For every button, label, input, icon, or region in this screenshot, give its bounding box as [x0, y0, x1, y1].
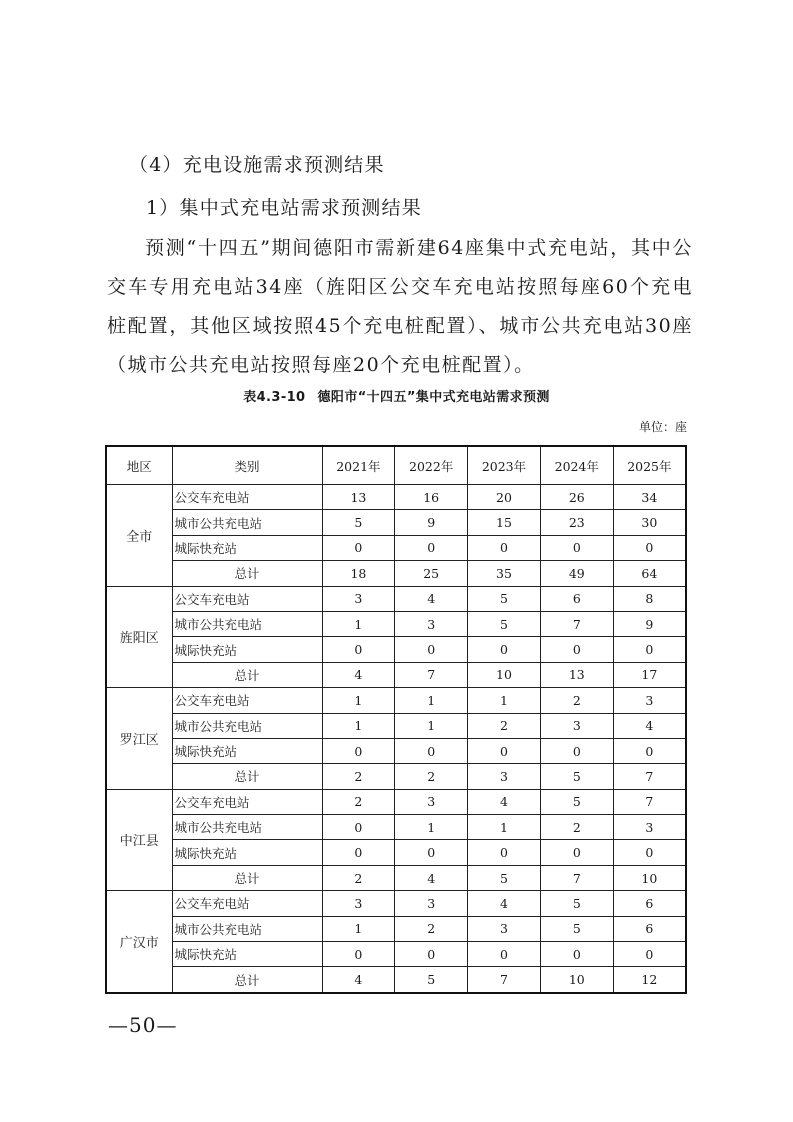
subsection-heading: 1）集中式充电站需求预测结果	[146, 197, 422, 219]
table-caption-title: 德阳市“十四五”集中式充电站需求预测	[317, 390, 550, 405]
table-row	[106, 942, 686, 967]
category-cell: 城市公共充电站	[172, 713, 322, 738]
value-cell: 35	[468, 561, 541, 586]
value-cell: 0	[395, 637, 468, 662]
value-cell: 5	[468, 611, 541, 636]
value-cell: 0	[468, 535, 541, 560]
category-cell: 城际快充站	[172, 738, 322, 763]
value-cell: 26	[540, 485, 613, 510]
value-cell: 7	[613, 764, 686, 789]
value-cell: 1	[322, 713, 395, 738]
section-heading: （4）充电设施需求预测结果	[129, 154, 385, 176]
category-cell: 总计	[172, 967, 322, 993]
value-cell: 2	[540, 688, 613, 713]
value-cell: 7	[395, 662, 468, 687]
demand-forecast-table	[105, 445, 687, 994]
value-cell: 13	[322, 485, 395, 510]
category-cell: 公交车充电站	[172, 688, 322, 713]
value-cell: 5	[468, 865, 541, 890]
value-cell: 23	[540, 510, 613, 535]
value-cell: 3	[395, 611, 468, 636]
value-cell: 1	[322, 611, 395, 636]
value-cell: 9	[395, 510, 468, 535]
header-year-2023: 2023年	[468, 446, 541, 485]
table-body	[106, 485, 686, 993]
value-cell: 34	[613, 485, 686, 510]
value-cell: 2	[322, 764, 395, 789]
table-row	[106, 916, 686, 941]
value-cell: 4	[322, 967, 395, 993]
value-cell: 25	[395, 561, 468, 586]
value-cell: 0	[395, 535, 468, 560]
value-cell: 7	[613, 789, 686, 814]
value-cell: 3	[322, 586, 395, 611]
value-cell: 5	[540, 789, 613, 814]
value-cell: 6	[613, 891, 686, 916]
value-cell: 0	[395, 738, 468, 763]
region-cell: 罗江区	[106, 688, 172, 790]
page-number: —50—	[108, 1013, 178, 1037]
value-cell: 18	[322, 561, 395, 586]
table-row	[106, 485, 686, 510]
value-cell: 5	[468, 586, 541, 611]
value-cell: 64	[613, 561, 686, 586]
value-cell: 13	[540, 662, 613, 687]
value-cell: 17	[613, 662, 686, 687]
category-cell: 城市公共充电站	[172, 815, 322, 840]
value-cell: 4	[468, 789, 541, 814]
table-row	[106, 967, 686, 993]
value-cell: 1	[322, 916, 395, 941]
table-row	[106, 865, 686, 890]
value-cell: 5	[540, 916, 613, 941]
category-cell: 总计	[172, 561, 322, 586]
value-cell: 0	[540, 738, 613, 763]
table-row	[106, 662, 686, 687]
value-cell: 4	[468, 891, 541, 916]
value-cell: 2	[322, 789, 395, 814]
table-row	[106, 789, 686, 814]
header-region: 地区	[106, 446, 172, 485]
category-cell: 城际快充站	[172, 637, 322, 662]
value-cell: 0	[613, 637, 686, 662]
value-cell: 0	[540, 637, 613, 662]
table-caption-number: 表4.3-10	[243, 390, 306, 405]
value-cell: 2	[395, 916, 468, 941]
value-cell: 4	[322, 662, 395, 687]
value-cell: 3	[468, 916, 541, 941]
table-row	[106, 688, 686, 713]
value-cell: 0	[613, 535, 686, 560]
category-cell: 城际快充站	[172, 535, 322, 560]
value-cell: 0	[540, 535, 613, 560]
value-cell: 2	[468, 713, 541, 738]
category-cell: 城际快充站	[172, 942, 322, 967]
header-category: 类别	[172, 446, 322, 485]
value-cell: 3	[395, 789, 468, 814]
table-row	[106, 611, 686, 636]
value-cell: 0	[322, 840, 395, 865]
value-cell: 7	[540, 865, 613, 890]
value-cell: 0	[540, 840, 613, 865]
value-cell: 2	[395, 764, 468, 789]
value-cell: 1	[322, 688, 395, 713]
value-cell: 0	[613, 738, 686, 763]
value-cell: 0	[395, 942, 468, 967]
table-row	[106, 764, 686, 789]
category-cell: 城市公共充电站	[172, 611, 322, 636]
value-cell: 5	[322, 510, 395, 535]
value-cell: 6	[540, 586, 613, 611]
table-row	[106, 840, 686, 865]
table-row	[106, 891, 686, 916]
category-cell: 总计	[172, 662, 322, 687]
value-cell: 0	[322, 942, 395, 967]
value-cell: 5	[540, 891, 613, 916]
value-cell: 10	[540, 967, 613, 993]
value-cell: 16	[395, 485, 468, 510]
category-cell: 公交车充电站	[172, 789, 322, 814]
table-row	[106, 738, 686, 763]
category-cell: 公交车充电站	[172, 586, 322, 611]
category-cell: 城际快充站	[172, 840, 322, 865]
value-cell: 3	[613, 815, 686, 840]
region-cell: 广汉市	[106, 891, 172, 993]
value-cell: 8	[613, 586, 686, 611]
category-cell: 总计	[172, 865, 322, 890]
table-row	[106, 561, 686, 586]
value-cell: 1	[395, 713, 468, 738]
value-cell: 2	[540, 815, 613, 840]
value-cell: 0	[468, 738, 541, 763]
table-row	[106, 586, 686, 611]
value-cell: 7	[540, 611, 613, 636]
header-year-2021: 2021年	[322, 446, 395, 485]
value-cell: 0	[468, 840, 541, 865]
region-cell: 中江县	[106, 789, 172, 891]
value-cell: 2	[322, 865, 395, 890]
value-cell: 49	[540, 561, 613, 586]
region-cell: 旌阳区	[106, 586, 172, 688]
value-cell: 10	[468, 662, 541, 687]
value-cell: 5	[395, 967, 468, 993]
value-cell: 3	[540, 713, 613, 738]
value-cell: 3	[613, 688, 686, 713]
value-cell: 0	[322, 637, 395, 662]
value-cell: 4	[613, 713, 686, 738]
body-paragraph: 预测“十四五”期间德阳市需新建64座集中式充电站，其中公交车专用充电站34座（旌阳区公交车充电站按照每座60个充电桩配置，其他区域按照45个充电桩配置）、城市公共充电站30座（城市公共充电站按照每座20个充电桩配置）。	[107, 237, 693, 376]
category-cell: 城市公共充电站	[172, 510, 322, 535]
value-cell: 4	[395, 865, 468, 890]
value-cell: 0	[468, 637, 541, 662]
table-row	[106, 713, 686, 738]
region-cell: 全市	[106, 485, 172, 587]
value-cell: 0	[468, 942, 541, 967]
value-cell: 0	[613, 942, 686, 967]
value-cell: 0	[322, 738, 395, 763]
value-cell: 1	[395, 688, 468, 713]
category-cell: 总计	[172, 764, 322, 789]
value-cell: 3	[322, 891, 395, 916]
value-cell: 10	[613, 865, 686, 890]
table-caption	[0, 386, 793, 405]
value-cell: 1	[468, 815, 541, 840]
table-row	[106, 815, 686, 840]
value-cell: 0	[395, 840, 468, 865]
value-cell: 6	[613, 916, 686, 941]
value-cell: 7	[468, 967, 541, 993]
value-cell: 30	[613, 510, 686, 535]
table-header-row	[106, 446, 686, 485]
category-cell: 公交车充电站	[172, 891, 322, 916]
value-cell: 1	[468, 688, 541, 713]
value-cell: 0	[322, 815, 395, 840]
category-cell: 公交车充电站	[172, 485, 322, 510]
value-cell: 0	[540, 942, 613, 967]
value-cell: 20	[468, 485, 541, 510]
value-cell: 0	[613, 840, 686, 865]
table-row	[106, 637, 686, 662]
category-cell: 城市公共充电站	[172, 916, 322, 941]
value-cell: 15	[468, 510, 541, 535]
value-cell: 3	[468, 764, 541, 789]
header-year-2025: 2025年	[613, 446, 686, 485]
value-cell: 3	[395, 891, 468, 916]
header-year-2024: 2024年	[540, 446, 613, 485]
value-cell: 1	[395, 815, 468, 840]
value-cell: 4	[395, 586, 468, 611]
table-row	[106, 535, 686, 560]
value-cell: 0	[322, 535, 395, 560]
table-unit: 单位：座	[638, 420, 687, 434]
value-cell: 9	[613, 611, 686, 636]
value-cell: 12	[613, 967, 686, 993]
value-cell: 5	[540, 764, 613, 789]
table-row	[106, 510, 686, 535]
header-year-2022: 2022年	[395, 446, 468, 485]
